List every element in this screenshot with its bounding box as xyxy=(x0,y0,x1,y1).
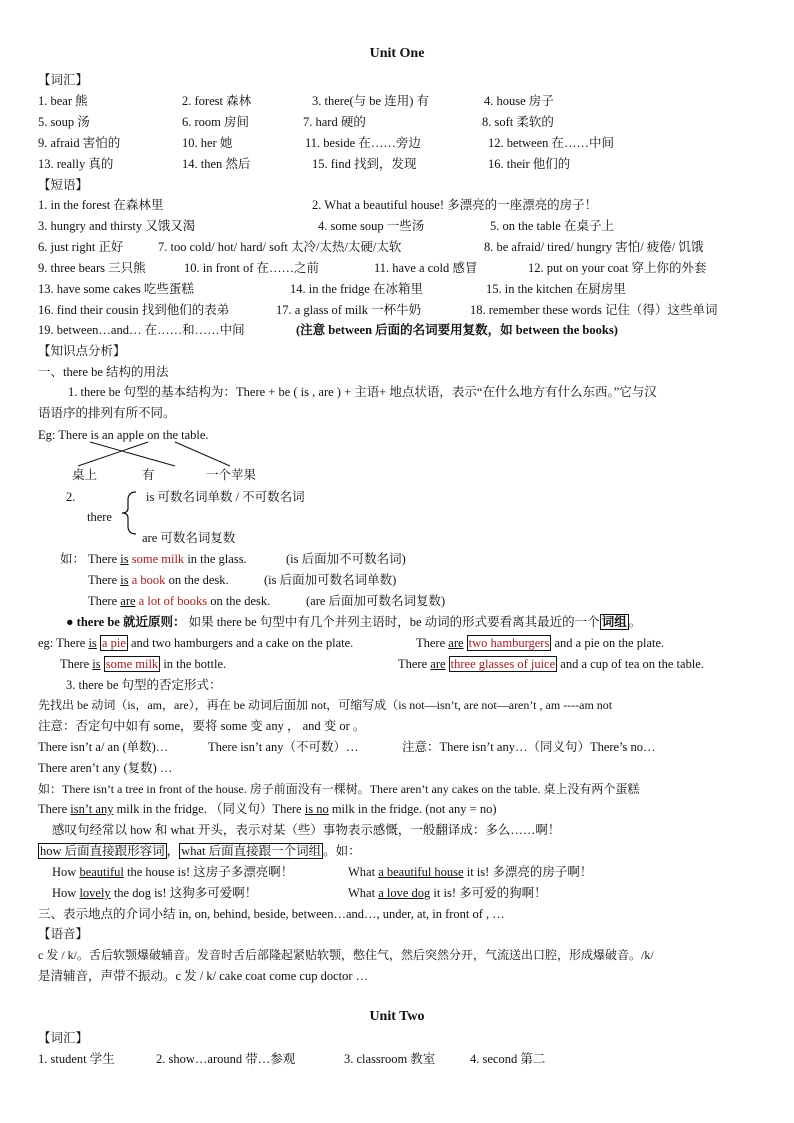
example-line: What a beautiful house it is! 多漂亮的房子啊！ xyxy=(348,865,593,879)
vocab-item: 9. afraid 害怕的 xyxy=(38,136,121,150)
vocab-item: 2. show…around 带…参观 xyxy=(156,1052,296,1066)
example-line: How beautiful the house is! 这房子多漂亮啊！ xyxy=(52,865,294,879)
knowledge-header: 【知识点分析】 xyxy=(38,344,126,358)
vocab-item: 12. between 在……中间 xyxy=(488,136,615,150)
example-sentence: Eg: There is an apple on the table. xyxy=(38,428,209,442)
paragraph: 3. there be 句型的否定形式： xyxy=(66,678,222,692)
example-line: There are a lot of books on the desk. xyxy=(88,594,271,608)
paragraph: how 后面直接跟形容词 ， what 后面直接跟一个词组 。如： xyxy=(40,844,361,858)
example-line: eg: There is a pie and two hamburgers and a cake on the plate. xyxy=(38,636,354,650)
paragraph: 语语序的排列有所不同。 xyxy=(38,406,176,420)
phrase-item: 10. in front of 在……之前 xyxy=(184,261,320,275)
paragraph: 是清辅音，声带不振动。c 发 / k/ cake coat come cup doctor … xyxy=(38,969,369,983)
phrase-item: 5. on the table 在桌子上 xyxy=(490,219,614,233)
paragraph: There aren’t any (复数) … xyxy=(38,761,173,775)
structure-there: there xyxy=(87,510,112,524)
phrase-item: 14. in the fridge 在冰箱里 xyxy=(290,282,423,296)
voice-header: 【语音】 xyxy=(38,927,89,941)
cross-word: 有 xyxy=(142,468,155,482)
vocab-item: 14. then 然后 xyxy=(182,157,251,171)
vocab-item: 3. classroom 教室 xyxy=(344,1052,436,1066)
vocab-item: 11. beside 在……旁边 xyxy=(305,136,421,150)
phrase-item: 1. in the forest 在森林里 xyxy=(38,198,164,212)
vocab-item: 1. student 学生 xyxy=(38,1052,115,1066)
structure-is: is 可数名词单数 / 不可数名词 xyxy=(146,490,305,504)
vocab-item: 4. second 第二 xyxy=(470,1052,546,1066)
vocab-item: 6. room 房间 xyxy=(182,115,250,129)
section-heading: 一、there be 结构的用法 xyxy=(38,365,169,379)
paragraph: 1. there be 句型的基本结构为：There + be ( is , are ) + 主语+ 地点状语，表示“在什么地方有什么东西。”它与汉 xyxy=(68,385,657,399)
vocab-item: 16. their 他们的 xyxy=(488,157,571,171)
example-line: How lovely the dog is! 这狗多可爱啊！ xyxy=(52,886,258,900)
phrase-item: 19. between…and… 在……和……中间 xyxy=(38,323,245,337)
vocab-item: 2. forest 森林 xyxy=(182,94,252,108)
vocab-item: 10. her 她 xyxy=(182,136,233,150)
cross-line xyxy=(90,442,175,466)
vocab-header: 【词汇】 xyxy=(38,73,89,87)
phrase-item: 7. too cold/ hot/ hard/ soft 太冷/太热/太硬/太软 xyxy=(158,240,402,254)
phrase-item: 13. have some cakes 吃些蛋糕 xyxy=(38,282,194,296)
phrase-item: 18. remember these words 记住（得）这些单词 xyxy=(470,303,718,317)
vocab-item: 13. really 真的 xyxy=(38,157,114,171)
cross-line xyxy=(175,442,230,466)
unit-one-title: Unit One xyxy=(369,46,425,61)
paragraph: There isn’t any milk in the fridge. （同义句）There is no milk in the fridge. (not any = no) xyxy=(38,802,497,816)
example-line: What a love dog it is! 多可爱的狗啊！ xyxy=(348,886,547,900)
proximity-rule: ● there be 就近原则： 如果 there be 句型中有几个并列主语时，be 动词的形式要看离其最近的一个 词组 。 xyxy=(66,615,642,629)
word-order-diagram xyxy=(60,440,240,468)
paragraph: c 发 / k/。舌后软颚爆破辅音。发音时舌后部隆起紧贴软颚，憋住气，然后突然分开，气流送出口腔，形成爆破音。/k/ xyxy=(38,948,654,962)
phrase-item: 9. three bears 三只熊 xyxy=(38,261,146,275)
section-heading: 三、表示地点的介词小结 in, on, behind, beside, between…and…, under, at, in front of , … xyxy=(38,907,505,921)
paragraph: 如：There isn’t a tree in front of the house. 房子前面没有一棵树。There aren’t any cakes on the table. 桌上没有两个蛋糕 xyxy=(38,782,640,796)
example-note: (is 后面加可数名词单数) xyxy=(264,573,397,587)
example-line: There is some milk in the glass. xyxy=(88,552,247,566)
vocab-header: 【词汇】 xyxy=(38,1031,89,1045)
phrase-item: 6. just right 正好 xyxy=(38,240,124,254)
phrase-header: 【短语】 xyxy=(38,178,89,192)
example-note: (is 后面加不可数名词) xyxy=(286,552,406,566)
vocab-item: 5. soup 汤 xyxy=(38,115,90,129)
structure-are: are 可数名词复数 xyxy=(142,531,236,545)
vocab-item: 4. house 房子 xyxy=(484,94,554,108)
phrase-item: 15. in the kitchen 在厨房里 xyxy=(486,282,626,296)
cross-word: 一个苹果 xyxy=(206,468,257,482)
phrase-item: 2. What a beautiful house! 多漂亮的一座漂亮的房子！ xyxy=(312,198,598,212)
vocab-item: 1. bear 熊 xyxy=(38,94,88,108)
phrase-item: 4. some soup 一些汤 xyxy=(318,219,425,233)
example-prefix: 如： xyxy=(60,552,86,566)
paragraph: 先找出 be 动词（is，am，are），再在 be 动词后面加 not，可缩写成（is not—isn’t, are not—aren’t , am ----am not xyxy=(38,698,613,712)
example-line: There are three glasses of juice and a cup of tea on the table. xyxy=(398,657,704,671)
phrase-item: 3. hungry and thirsty 又饿又渴 xyxy=(38,219,196,233)
cross-line xyxy=(78,442,148,466)
vocab-item: 7. hard 硬的 xyxy=(303,115,366,129)
phrase-item: 16. find their cousin 找到他们的表弟 xyxy=(38,303,230,317)
paragraph: There isn’t a/ an (单数)… xyxy=(38,740,169,754)
phrase-item: 8. be afraid/ tired/ hungry 害怕/ 疲倦/ 饥饿 xyxy=(484,240,704,254)
example-line: There is some milk in the bottle. xyxy=(60,657,227,671)
vocab-item: 8. soft 柔软的 xyxy=(482,115,554,129)
paragraph: 注意：There isn’t any…（同义句）There’s no… xyxy=(402,740,656,754)
paragraph: 注意：否定句中如有 some，要将 some 变 any ， and 变 or 。 xyxy=(38,719,366,733)
example-note: (are 后面加可数名词复数) xyxy=(306,594,446,608)
paragraph: There isn’t any（不可数）… xyxy=(208,740,359,754)
item-number: 2. xyxy=(66,490,76,504)
brace-icon xyxy=(118,490,140,536)
phrase-item: 17. a glass of milk 一杯牛奶 xyxy=(276,303,422,317)
cross-word: 桌上 xyxy=(72,468,98,482)
paragraph: 感叹句经常以 how 和 what 开头，表示对某（些）事物表示感慨，一般翻译成：多么……啊！ xyxy=(52,823,561,837)
unit-two-title: Unit Two xyxy=(369,1009,425,1024)
example-line: There is a book on the desk. xyxy=(88,573,229,587)
phrase-item: 11. have a cold 感冒 xyxy=(374,261,478,275)
example-line: There are two hamburgers and a pie on the plate. xyxy=(416,636,665,650)
vocab-item: 15. find 找到，发现 xyxy=(312,157,417,171)
vocab-item: 3. there(与 be 连用) 有 xyxy=(312,94,429,108)
phrase-item: 12. put on your coat 穿上你的外套 xyxy=(528,261,707,275)
phrase-note: (注意 between 后面的名词要用复数，如 between the books) xyxy=(296,323,618,337)
